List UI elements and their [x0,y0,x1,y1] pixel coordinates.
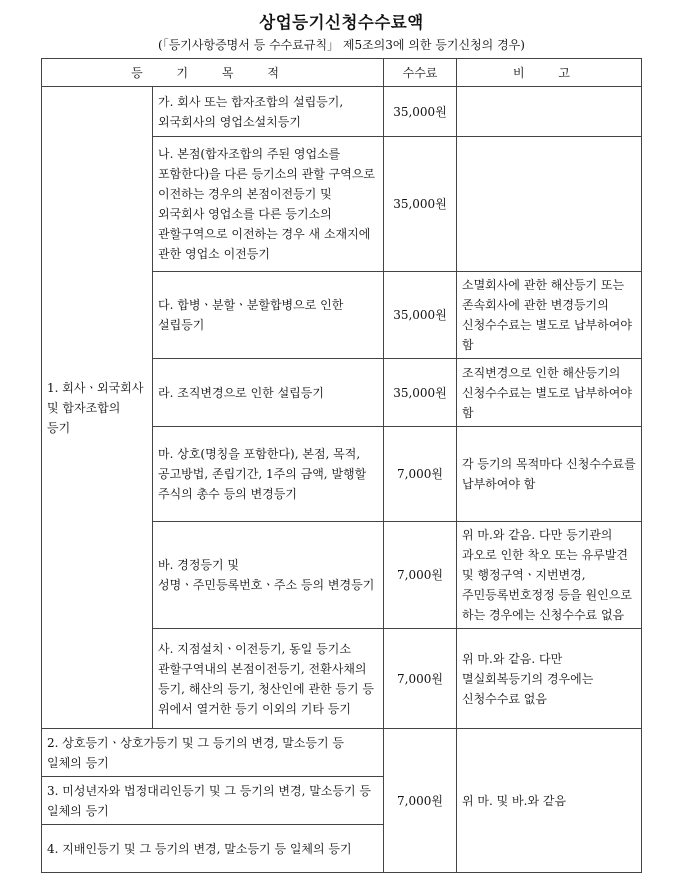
table-row [42,87,642,137]
item-remark [457,137,642,272]
item-text: 2. 상호등기ㆍ상호가등기 및 그 등기의 변경, 말소등기 등 일체의 등기 [42,729,384,777]
others-remark: 위 마. 및 바.와 같음 [457,729,642,873]
item-text: 가. 회사 또는 합자조합의 설립등기, 외국회사의 영업소설치등기 [153,87,384,137]
item-text: 4. 지배인등기 및 그 등기의 변경, 말소등기 등 일체의 등기 [42,825,384,873]
header-fee: 수수료 [384,59,457,87]
others-fee: 7,000원 [384,729,457,873]
item-remark: 조직변경으로 인한 해산등기의 신청수수료는 별도로 납부하여야 함 [457,359,642,427]
item-remark: 위 마.와 같음. 다만 등기관의 과오로 인한 착오 또는 유루발견 및 행정구역ㆍ지번변경, 주민등록번호정정 등을 원인으로 하는 경우에는 신청수수료 없음 [457,522,642,629]
item-text: 바. 경정등기 및 성명ㆍ주민등록번호ㆍ주소 등의 변경등기 [153,522,384,629]
group-label: 1. 회사ㆍ외국회사 및 합자조합의 등기 [42,87,153,729]
fee-table [41,58,642,873]
item-text: 사. 지점설치ㆍ이전등기, 동일 등기소 관할구역내의 본점이전등기, 전환사채의 등기, 해산의 등기, 청산인에 관한 등기 등 위에서 열거한 등기 이외의 기타 등기 [153,629,384,729]
header-purpose: 등 기 목 적 [42,59,384,87]
header-remarks: 비 고 [457,59,642,87]
item-fee: 35,000원 [384,359,457,427]
item-fee: 35,000원 [384,87,457,137]
item-fee: 7,000원 [384,427,457,522]
item-remark [457,87,642,137]
item-text: 다. 합병ㆍ분할ㆍ분할합병으로 인한 설립등기 [153,272,384,359]
item-remark: 위 마.와 같음. 다만 멸실회복등기의 경우에는 신청수수료 없음 [457,629,642,729]
item-fee: 35,000원 [384,272,457,359]
header-row [42,59,642,87]
item-text: 3. 미성년자와 법정대리인등기 및 그 등기의 변경, 말소등기 등 일체의 등기 [42,777,384,825]
page-subtitle: (「등기사항증명서 등 수수료규칙」 제5조의3에 의한 등기신청의 경우) [158,38,525,52]
item-fee: 7,000원 [384,522,457,629]
item-text: 나. 본점(합자조합의 주된 영업소를 포함한다)을 다른 등기소의 관할 구역으로 이전하는 경우의 본점이전등기 및 외국회사 영업소를 다른 등기소의 관할구역으로 이전하는 경우 새 소재지에 관한 영업소 이전등기 [153,137,384,272]
item-fee: 35,000원 [384,137,457,272]
item-text: 마. 상호(명칭을 포함한다), 본점, 목적, 공고방법, 존립기간, 1주의 금액, 발행할 주식의 총수 등의 변경등기 [153,427,384,522]
item-text: 라. 조직변경으로 인한 설립등기 [153,359,384,427]
item-remark: 각 등기의 목적마다 신청수수료를 납부하여야 함 [457,427,642,522]
page-title: 상업등기신청수수료액 [259,13,424,32]
item-fee: 7,000원 [384,629,457,729]
item-remark: 소멸회사에 관한 해산등기 또는 존속회사에 관한 변경등기의 신청수수료는 별도로 납부하여야 함 [457,272,642,359]
table-row [42,729,642,777]
